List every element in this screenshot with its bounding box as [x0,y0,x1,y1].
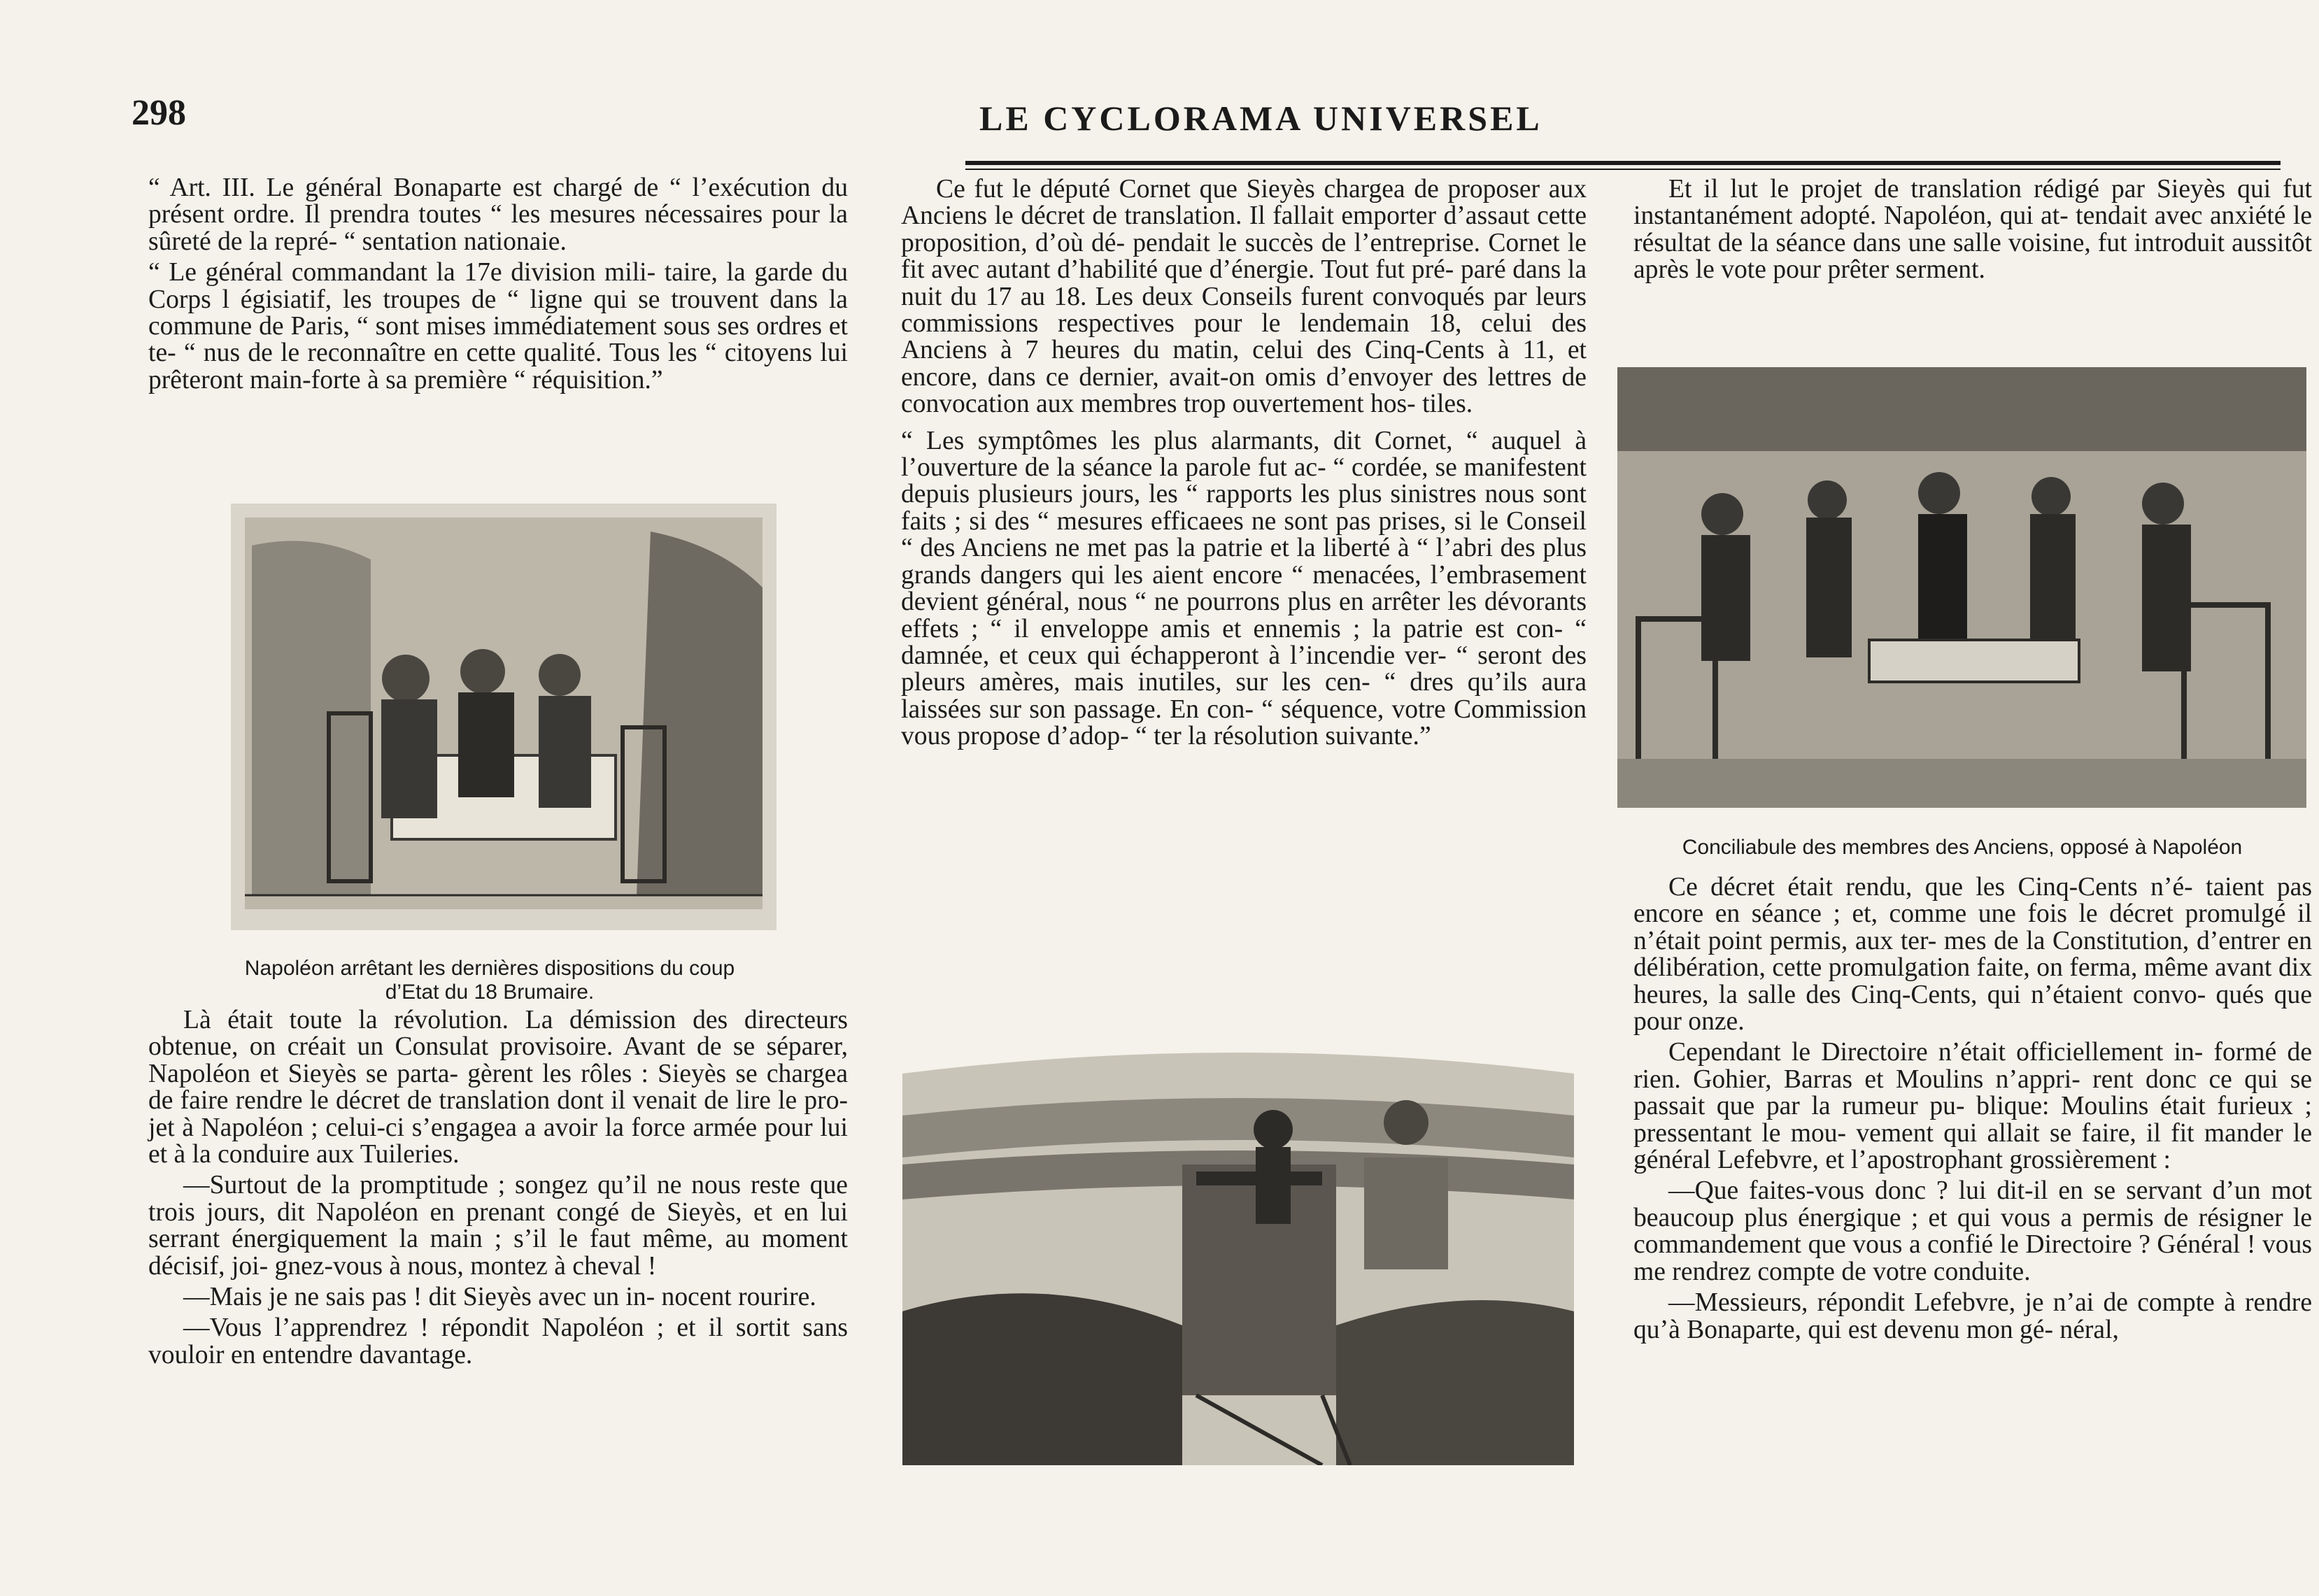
column-3-top [1633,176,2312,288]
figure-caption-napoleon [175,957,804,1004]
body-paragraph: —Messieurs, répondit Lefebvre, je n’ai de compte à rendre qu’à Bonaparte, qui est devenu mon gé- néral, [1633,1288,2312,1344]
running-title: LE CYCLORAMA UNIVERSEL [979,99,1543,138]
column-1-top [148,175,848,398]
body-paragraph: —Surtout de la promptitude ; songez qu’il ne nous reste que trois jours, dit Napoléon en prenant congé de Sieyès, et en lui serrant énergiquement la main ; s’il le faut même, au moment décisif, joi- gnez-vous à nous, montez à cheval ! [148,1171,848,1281]
article-quote-paragraph: “ Art. III. Le général Bonaparte est chargé de “ l’exécution du présent ordre. Il prendra toutes “ les mesures nécessaires pour la sûreté de la repré- “ sentation nationaie. [148,173,848,256]
column-2 [901,176,1587,755]
engraving-council-of-elders [1617,367,2306,808]
header-rule-thick [965,161,2281,165]
figure-caption-line: d’Etat du 18 Brumaire. [385,981,595,1004]
engraving-napoleon-meeting [231,504,776,930]
column-3-bottom [1633,874,2312,1348]
page-number: 298 [132,93,186,133]
engraving-assembly-tribune [902,1032,1574,1465]
cornet-speech-paragraph: “ Les symptômes les plus alarmants, dit Cornet, “ auquel à l’ouverture de la séance la parole fut ac- “ cordée, se manifestent depuis plusieurs jours, les “ rapports les plus sinistres nous sont faits ; si des “ mesures efficaees ne sont pas prises, si le Conseil “ des Anciens ne met pas la patrie et la liberté à “ l’abri des plus grands dangers qui les aient encore “ menacées, l’embrasement devient général, nous “ ne pourrons plus en arrêter les dévorants effets ; “ il enveloppe amis et ennemis ; la patrie est con- “ damnée, et ceux qui échapperont à l’incendie ver- “ seront des pleurs amères, mais inutiles, sur les cen- “ dres qu’ils aura laissées sur son passage. En con- “ séquence, votre Commission vous propose d’adop- “ ter la résolution suivante.” [901,426,1587,751]
article-quote-paragraph: “ Le général commandant la 17e division mili- taire, la garde du Corps l égisiatif, les troupes de “ ligne qui se trouvent dans la commune de Paris, “ sont mises immédiatement sous ses ordres et te- “ nus de le reconnaître en cette qualité. Tous les “ citoyens lui prêteront main-forte à sa première “ réquisition.” [148,258,848,394]
column-1-bottom [148,1007,848,1373]
body-paragraph: Ce fut le député Cornet que Sieyès chargea de proposer aux Anciens le décret de translation. Il fallait emporter d’assaut cette proposition, d’où dé- pendait le succès de l’entreprise. Cornet le fit avec autant d’habilité que d’énergie. Tout fut pré- paré dans la nuit du 17 au 18. Les deux Conseils furent convoqués par leurs commissions respectives pour le lendemain 18, celui des Anciens à 7 heures du matin, celui des Cinq-Cents à 11, et encore, dans ce dernier, avait-on omis d’envoyer des lettres de convocation aux membres trop ouvertement hos- tiles. [901,175,1587,419]
body-paragraph: —Que faites-vous donc ? lui dit-il en se servant d’un mot beaucoup plus énergique ; et qui vous a permis de résigner le commandement que vous a confié le Directoire ? Général ! vous me rendrez compte de votre conduite. [1633,1176,2312,1286]
body-paragraph: Cependant le Directoire n’était officiellement in- formé de rien. Gohier, Barras et Moulins n’appri- rent donc ce qui se passait que par la rumeur pu- blique: Moulins était furieux ; pressentant le mou- vement qui allait se faire, il fit mander le général Lefebvre, et l’apostrophant grossièrement : [1633,1038,2312,1175]
body-paragraph: Et il lut le projet de translation rédigé par Sieyès qui fut instantanément adopté. Napoléon, qui at- tendait avec anxiété le résultat de la séance dans une salle voisine, fut introduit aussitôt après le vote pour prêter serment. [1633,175,2312,285]
body-paragraph: —Vous l’apprendrez ! répondit Napoléon ; et il sortit sans vouloir en entendre davantage. [148,1313,848,1369]
header-rule-thin [965,169,2281,170]
figure-caption-line: Napoléon arrêtant les dernières dispositions du coup [244,957,735,980]
figure-caption-council: Conciliabule des membres des Anciens, opposé à Napoléon [1682,836,2243,859]
body-paragraph: —Mais je ne sais pas ! dit Sieyès avec un in- nocent rourire. [183,1283,816,1312]
body-paragraph: Ce décret était rendu, que les Cinq-Cents n’é- taient pas encore en séance ; et, comme une fois le décret promulgé il n’était point permis, aux ter- mes de la Constitution, d’entrer en délibération, cette promulgation faite, on ferma, même avant dix heures, la salle des Cinq-Cents, qui n’étaient convo- qués que pour onze. [1633,873,2312,1036]
body-paragraph: Là était toute la révolution. La démission des directeurs obtenue, on créait un Consulat provisoire. Avant de se séparer, Napoléon et Sieyès se parta- gèrent les rôles : Sieyès se chargea de faire rendre le décret de translation dont il venait de lire le pro- jet à Napoléon ; celui-ci s’engagea a avoir la force armée pour lui et à la conduire aux Tuileries. [148,1006,848,1169]
